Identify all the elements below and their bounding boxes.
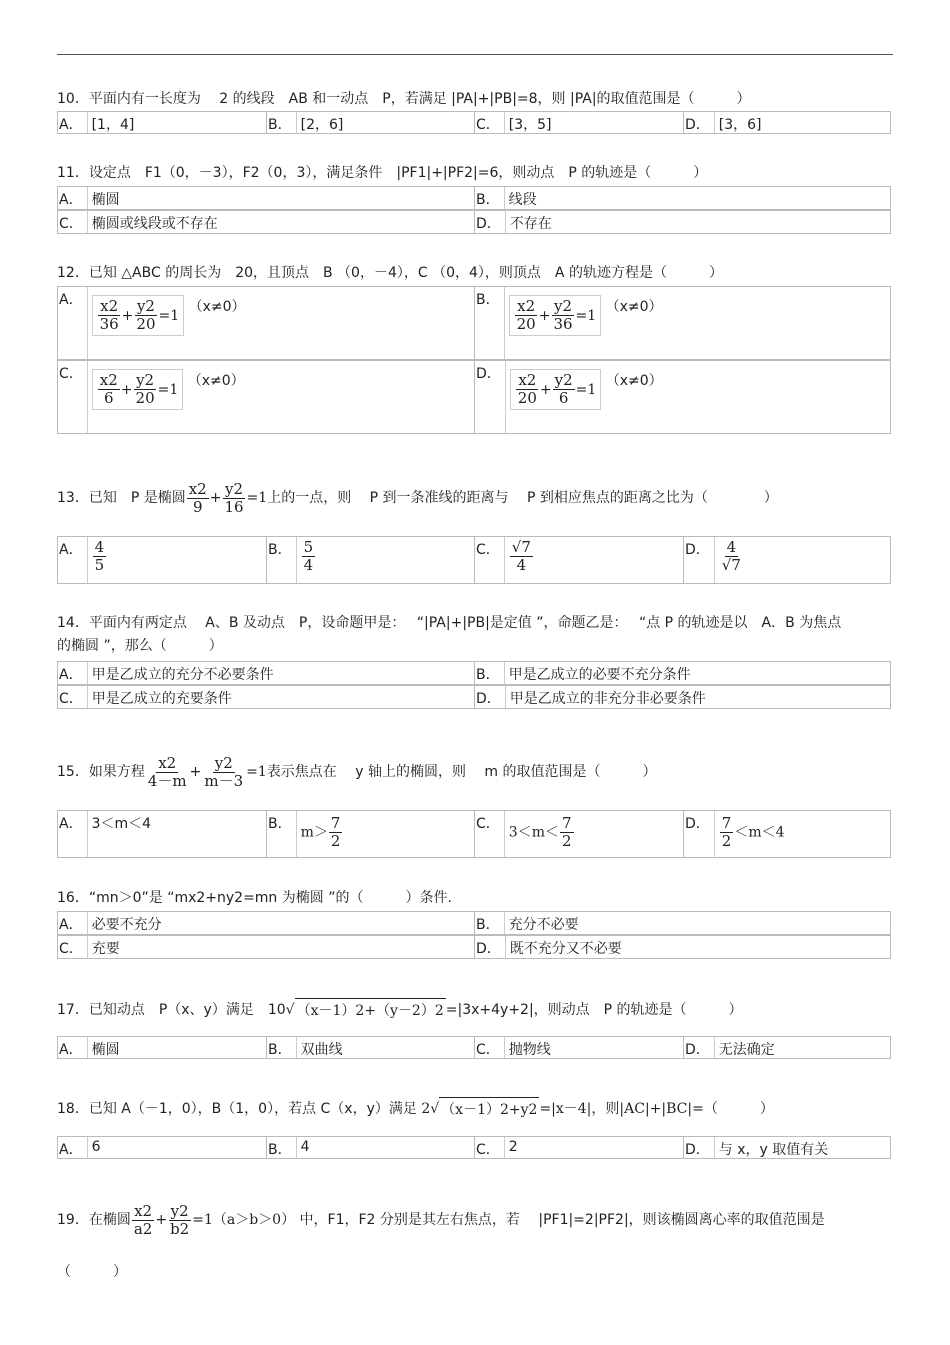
option-d[interactable]: D． $\frac{4}{√7}$ — [683, 536, 891, 584]
option-d[interactable]: D． 无法确定 — [683, 1036, 891, 1059]
question-15-stem: 15．如果方程 $\frac{x2}{4-m}$ + $\frac{y2}{m-3}$ =1表示焦点在 y 轴上的椭圆，则 m 的取值范围是（ ） — [57, 753, 657, 790]
question-13-options — [57, 536, 891, 584]
option-c[interactable]: C． 抛物线 — [474, 1036, 683, 1059]
question-12-stem: 12．已知 △ABC 的周长为 20，且顶点 B （0，－4），C （0，4），则顶点 A 的轨迹方程是（ ） — [57, 265, 723, 281]
question-15-options — [57, 810, 891, 858]
ellipse-equation: $\frac{x2}{20}$ + $\frac{y2}{36}$ =1 — [509, 295, 602, 336]
option-a[interactable]: A． 椭圆 — [57, 1036, 266, 1059]
option-b[interactable]: B． 充分不必要 — [474, 911, 891, 935]
option-c[interactable]: C． 椭圆或线段或不存在 — [57, 210, 474, 234]
question-19-answer-blank: （ ） — [57, 1264, 127, 1280]
option-c[interactable]: C． $\frac{x2}{6}$ + $\frac{y2}{20}$ =1 （x≠0） — [57, 360, 474, 434]
option-b[interactable]: B． $\frac{x2}{20}$ + $\frac{y2}{36}$ =1 （x≠0） — [474, 286, 891, 360]
option-d[interactable]: D． 不存在 — [474, 210, 891, 234]
option-a[interactable]: A． 椭圆 — [57, 186, 474, 210]
question-14-options — [57, 661, 891, 709]
option-a[interactable]: A． 6 — [57, 1136, 266, 1159]
option-a[interactable]: A． 必要不充分 — [57, 911, 474, 935]
option-b[interactable]: B． 甲是乙成立的必要不充分条件 — [474, 661, 891, 685]
ellipse-equation: $\frac{x2}{36}$ + $\frac{y2}{20}$ =1 — [92, 295, 185, 336]
option-a[interactable]: A． 甲是乙成立的充分不必要条件 — [57, 661, 474, 685]
question-17-options — [57, 1036, 891, 1059]
ellipse-equation: $\frac{x2}{20}$ + $\frac{y2}{6}$ =1 — [510, 369, 602, 410]
header-rule — [57, 54, 893, 55]
option-c[interactable]: C． $\frac{√7}{4}$ — [474, 536, 683, 584]
question-14-stem-line2: 的椭圆 ”，那么（ ） — [57, 638, 223, 654]
question-19-stem: 19．在椭圆 $\frac{x2}{a2}$ + $\frac{y2}{b2}$ =1（a＞b＞0） 中，F1，F2 分别是其左右焦点，若 |PF1|=2|PF2|，则该椭圆离心率的取值范围是 — [57, 1201, 825, 1238]
question-18-options — [57, 1136, 891, 1159]
question-14-stem-line1: 14．平面内有两定点 A、B 及动点 P，设命题甲是： “|PA|+|PB|是定值 ”，命题乙是： “点 P 的轨迹是以 A．B 为焦点 — [57, 615, 842, 631]
question-13-stem: 13．已知 P 是椭圆 $\frac{x2}{9}$ + $\frac{y2}{16}$ =1上的一点，则 P 到一条准线的距离与 P 到相应焦点的距离之比为（ ） — [57, 479, 778, 516]
option-a[interactable]: A． 3＜m＜4 — [57, 810, 266, 858]
sqrt-expression: √ （x－1）2+y2 — [430, 1097, 539, 1122]
option-a[interactable]: A． $\frac{x2}{36}$ + $\frac{y2}{20}$ =1 （x≠0） — [57, 286, 474, 360]
option-d[interactable]: D． 与 x，y 取值有关 — [683, 1136, 891, 1159]
option-b[interactable]: B． 4 — [266, 1136, 474, 1159]
option-a[interactable]: A． [1，4] — [57, 111, 266, 134]
option-c[interactable]: C． 2 — [474, 1136, 683, 1159]
option-d[interactable]: D． 既不充分又不必要 — [474, 935, 891, 959]
question-16-options — [57, 911, 891, 959]
question-17-stem: 17．已知动点 P（x、y）满足 10√ （x－1）2+（y－2）2 =|3x+4y+2|，则动点 P 的轨迹是（ ） — [57, 998, 893, 1023]
question-10-options — [57, 111, 891, 134]
option-c[interactable]: C． 充要 — [57, 935, 474, 959]
option-d[interactable]: D． $\frac{x2}{20}$ + $\frac{y2}{6}$ =1 （x≠0） — [474, 360, 891, 434]
option-d[interactable]: D． $\frac{7}{2}$ ＜m＜4 — [683, 810, 891, 858]
question-16-stem: 16．“mn＞0”是 “mx2+ny2=mn 为椭圆 ”的（ ）条件. — [57, 890, 452, 906]
ellipse-equation: $\frac{x2}{6}$ + $\frac{y2}{20}$ =1 — [92, 369, 183, 410]
question-11-stem: 11．设定点 F1（0，－3），F2（0，3），满足条件 |PF1|+|PF2|=6，则动点 P 的轨迹是（ ） — [57, 165, 708, 181]
option-b[interactable]: B． [2，6] — [266, 111, 474, 134]
option-b[interactable]: B． 线段 — [474, 186, 891, 210]
option-b[interactable]: B． 双曲线 — [266, 1036, 474, 1059]
question-18-stem: 18．已知 A（－1，0），B（1，0），若点 C（x，y）满足 2√ （x－1）2+y2 =|x－4|，则|AC|+|BC|=（ ） — [57, 1097, 893, 1122]
option-d[interactable]: D． [3，6] — [683, 111, 891, 134]
option-a[interactable]: A． $\frac{4}{5}$ — [57, 536, 266, 584]
option-d[interactable]: D． 甲是乙成立的非充分非必要条件 — [474, 685, 891, 709]
option-b[interactable]: B． m＞ $\frac{7}{2}$ — [266, 810, 474, 858]
question-11-options — [57, 186, 891, 234]
question-10-stem: 10．平面内有一长度为 2 的线段 AB 和一动点 P，若满足 |PA|+|PB|=8，则 |PA|的取值范围是（ ） — [57, 91, 751, 107]
option-c[interactable]: C． 甲是乙成立的充要条件 — [57, 685, 474, 709]
option-b[interactable]: B． $\frac{5}{4}$ — [266, 536, 474, 584]
sqrt-expression: √ （x－1）2+（y－2）2 — [286, 998, 446, 1023]
question-12-options — [57, 286, 891, 434]
option-c[interactable]: C． 3＜m＜ $\frac{7}{2}$ — [474, 810, 683, 858]
option-c[interactable]: C． [3，5] — [474, 111, 683, 134]
